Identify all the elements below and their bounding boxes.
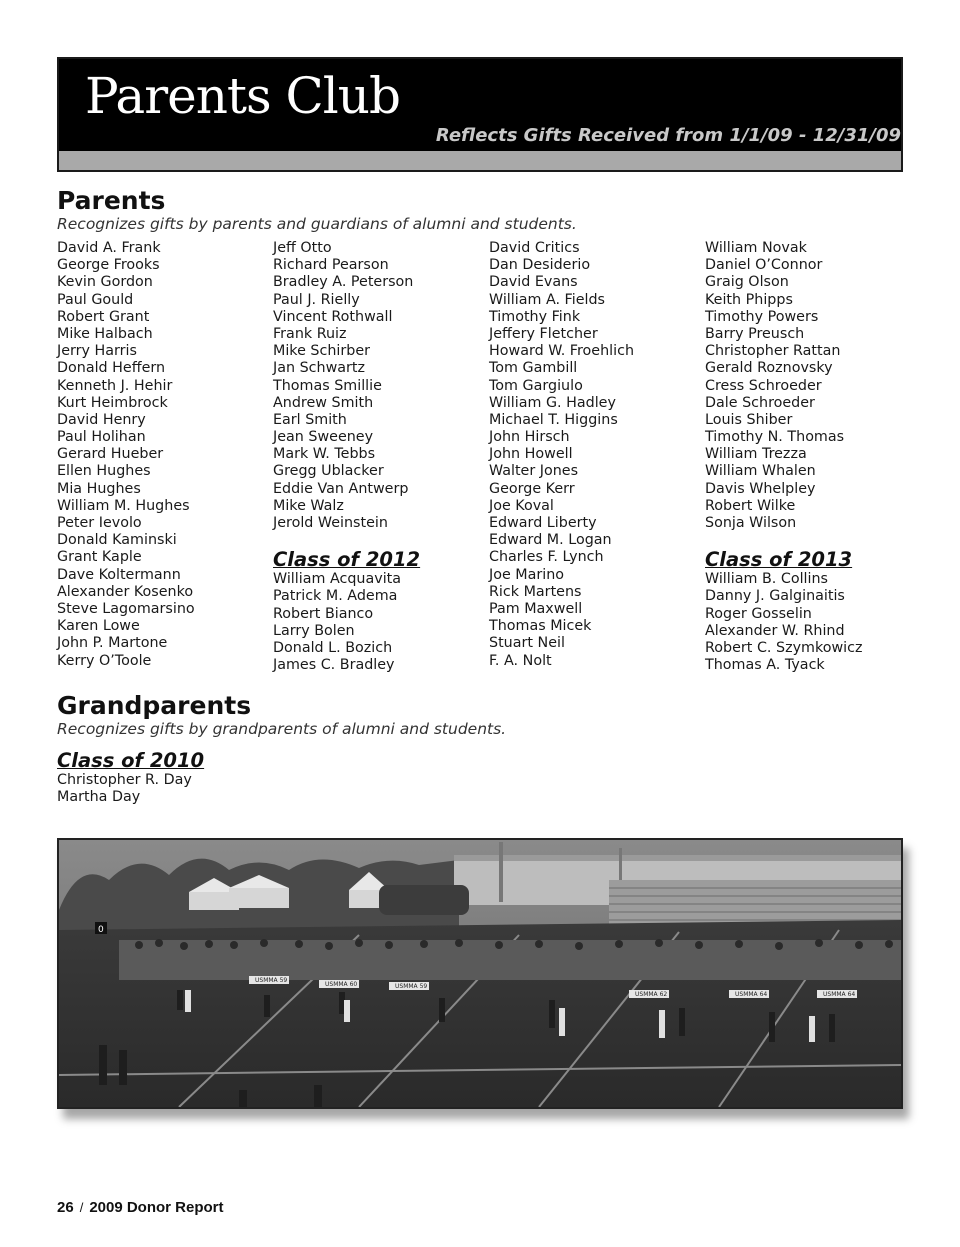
donor-name: Jerry Harris [57, 343, 137, 360]
donor-name: John P. Martone [57, 635, 168, 652]
donor-name: Dale Schroeder [705, 394, 815, 411]
donor-name: George Kerr [489, 480, 575, 497]
donor-name: Graig Olson [705, 274, 789, 291]
photo-banner-1: USMMA 59 [255, 977, 288, 984]
banner-gray-band [59, 151, 901, 170]
name-list [705, 240, 915, 532]
donor-name: Keith Phipps [705, 291, 793, 308]
parents-column-2 [273, 240, 483, 674]
donor-name: Joe Koval [489, 497, 554, 514]
grandparents-heading: Grandparents [57, 691, 252, 720]
donor-name: George Frooks [57, 257, 160, 274]
donor-name: Howard W. Froehlich [489, 343, 634, 360]
donor-name: Dave Koltermann [57, 566, 181, 583]
donor-name: Robert Bianco [273, 605, 374, 622]
donor-name: Rick Martens [489, 583, 582, 600]
donor-name: Ellen Hughes [57, 463, 151, 480]
parents-column-1 [57, 240, 267, 670]
donor-name: Gerald Roznovsky [705, 360, 833, 377]
donor-name: Louis Shiber [705, 411, 793, 428]
donor-name: John Howell [489, 446, 573, 463]
page-footer [57, 1199, 224, 1216]
donor-name: Michael T. Higgins [489, 411, 618, 428]
donor-name: Stuart Neil [489, 635, 565, 652]
donor-name: Cress Schroeder [705, 377, 822, 394]
donor-name: Andrew Smith [273, 394, 374, 411]
class-2013-list [705, 571, 915, 674]
class-2010-heading: Class of 2010 [57, 749, 205, 772]
donor-name: Alexander W. Rhind [705, 622, 845, 639]
donor-name: Roger Gosselin [705, 605, 812, 622]
donor-name: Mia Hughes [57, 480, 141, 497]
donor-name: F. A. Nolt [489, 652, 552, 669]
donor-name: Tom Gambill [489, 360, 578, 377]
donor-name: Pam Maxwell [489, 600, 583, 617]
donor-name: John Hirsch [489, 429, 570, 446]
donor-name: Jan Schwartz [273, 360, 366, 377]
parents-column-4 [705, 240, 915, 674]
football-field-ceremony-photo [57, 838, 903, 1109]
footer-separator: / [79, 1200, 84, 1215]
donor-name: Edward Liberty [489, 515, 597, 531]
donor-name: Robert Grant [57, 308, 150, 325]
donor-name: William M. Hughes [57, 497, 190, 514]
donor-name: Eddie Van Antwerp [273, 480, 409, 497]
donor-name: Kurt Heimbrock [57, 394, 168, 411]
donor-name: David A. Frank [57, 240, 161, 256]
donor-name: Richard Pearson [273, 257, 389, 274]
name-list [273, 240, 483, 532]
donor-name: William G. Hadley [489, 394, 616, 411]
photo-banner-4: USMMA 62 [635, 991, 668, 998]
donor-name: Karen Lowe [57, 618, 140, 635]
spacer [273, 532, 483, 549]
donor-name: Donald Heffern [57, 360, 166, 377]
photo-banner-3: USMMA 59 [395, 983, 428, 990]
donor-name: Donald L. Bozich [273, 639, 393, 656]
donor-name: William Whalen [705, 463, 816, 480]
donor-name: Timothy Powers [705, 308, 819, 325]
donor-name: William Trezza [705, 446, 807, 463]
parents-column-3 [489, 240, 699, 670]
donor-name: William B. Collins [705, 571, 828, 588]
donor-name: Christopher R. Day [57, 772, 192, 788]
donor-name: Charles F. Lynch [489, 549, 604, 566]
donor-name: Mike Schirber [273, 343, 371, 360]
donor-name: Robert C. Szymkowicz [705, 639, 863, 656]
donor-name: Barry Preusch [705, 325, 805, 342]
donor-name: Timothy Fink [489, 308, 581, 325]
donor-name: Jean Sweeney [273, 429, 374, 446]
donor-name: Gerard Hueber [57, 446, 164, 463]
donor-name: Peter Ievolo [57, 515, 142, 531]
donor-name: Sonja Wilson [705, 515, 797, 531]
class-2010-list [57, 772, 357, 806]
donor-name: Thomas A. Tyack [705, 657, 825, 674]
photo-illustration [59, 840, 901, 1107]
donor-name: William Acquavita [273, 571, 402, 588]
donor-name: Donald Kaminski [57, 532, 177, 549]
grandparents-description: Recognizes gifts by grandparents of alumni and students. [57, 720, 507, 738]
donor-name: Danny J. Galginaitis [705, 588, 845, 605]
page-number: 26 [57, 1199, 74, 1216]
donor-name: Tom Gargiulo [489, 377, 583, 394]
class-2012-list [273, 571, 483, 674]
report-title: 2009 Donor Report [89, 1199, 224, 1216]
donor-name: Jeff Otto [273, 240, 332, 256]
page-header-banner [57, 57, 903, 172]
donor-name: Paul J. Rielly [273, 291, 360, 308]
donor-name: Paul Gould [57, 291, 134, 308]
name-list [489, 240, 699, 670]
donor-name: Timothy N. Thomas [705, 429, 845, 446]
donor-name: Patrick M. Adema [273, 588, 398, 605]
donor-name: David Henry [57, 411, 146, 428]
donor-name: Davis Whelpley [705, 480, 816, 497]
photo-banner-6: USMMA 64 [823, 991, 856, 998]
donor-name: Edward M. Logan [489, 532, 612, 549]
donor-name: Steve Lagomarsino [57, 600, 195, 617]
donor-name: Thomas Micek [489, 618, 592, 635]
donor-name: Jerold Weinstein [273, 515, 388, 531]
donor-name: Bradley A. Peterson [273, 274, 414, 291]
donor-name: Robert Wilke [705, 497, 796, 514]
class-2013-heading: Class of 2013 [705, 548, 853, 572]
donor-name: Frank Ruiz [273, 325, 347, 342]
donor-name: Kenneth J. Hehir [57, 377, 173, 394]
donor-name: Earl Smith [273, 411, 347, 428]
donor-name: Paul Holihan [57, 429, 146, 446]
donor-name: Mike Walz [273, 497, 344, 514]
photo-banner-5: USMMA 64 [735, 991, 768, 998]
photo-scoreboard: 0 [98, 925, 104, 935]
donor-name: Gregg Ublacker [273, 463, 384, 480]
donor-name: Mike Halbach [57, 325, 153, 342]
donor-name: Christopher Rattan [705, 343, 841, 360]
donor-name: Jeffery Fletcher [489, 325, 598, 342]
donor-name: Larry Bolen [273, 622, 355, 639]
donor-name: Dan Desiderio [489, 257, 591, 274]
donor-name: Vincent Rothwall [273, 308, 393, 325]
page-title: Parents Club [85, 67, 401, 125]
donor-name: James C. Bradley [273, 657, 395, 674]
donor-name: Thomas Smillie [273, 377, 382, 394]
donor-name: David Critics [489, 240, 580, 256]
donor-name: Mark W. Tebbs [273, 446, 376, 463]
donor-name: William Novak [705, 240, 807, 256]
parents-description: Recognizes gifts by parents and guardians of alumni and students. [57, 215, 577, 233]
spacer [705, 532, 915, 549]
donor-name: William A. Fields [489, 291, 606, 308]
photo-banner-2: USMMA 60 [325, 981, 358, 988]
donor-name: Kerry O’Toole [57, 652, 152, 669]
class-2012-heading: Class of 2012 [273, 548, 421, 572]
donor-name: Grant Kaple [57, 549, 142, 566]
donor-name: Alexander Kosenko [57, 583, 194, 600]
name-list [57, 240, 267, 670]
date-range-subtitle: Reflects Gifts Received from 1/1/09 - 12/31/09 [435, 125, 901, 146]
donor-name: Walter Jones [489, 463, 579, 480]
donor-name: Joe Marino [489, 566, 565, 583]
parents-heading: Parents [57, 186, 166, 215]
grandparents-class-2010 [57, 750, 357, 806]
donor-name: Martha Day [57, 789, 141, 806]
donor-name: Kevin Gordon [57, 274, 153, 291]
donor-name: Daniel O’Connor [705, 257, 823, 274]
donor-name: David Evans [489, 274, 578, 291]
